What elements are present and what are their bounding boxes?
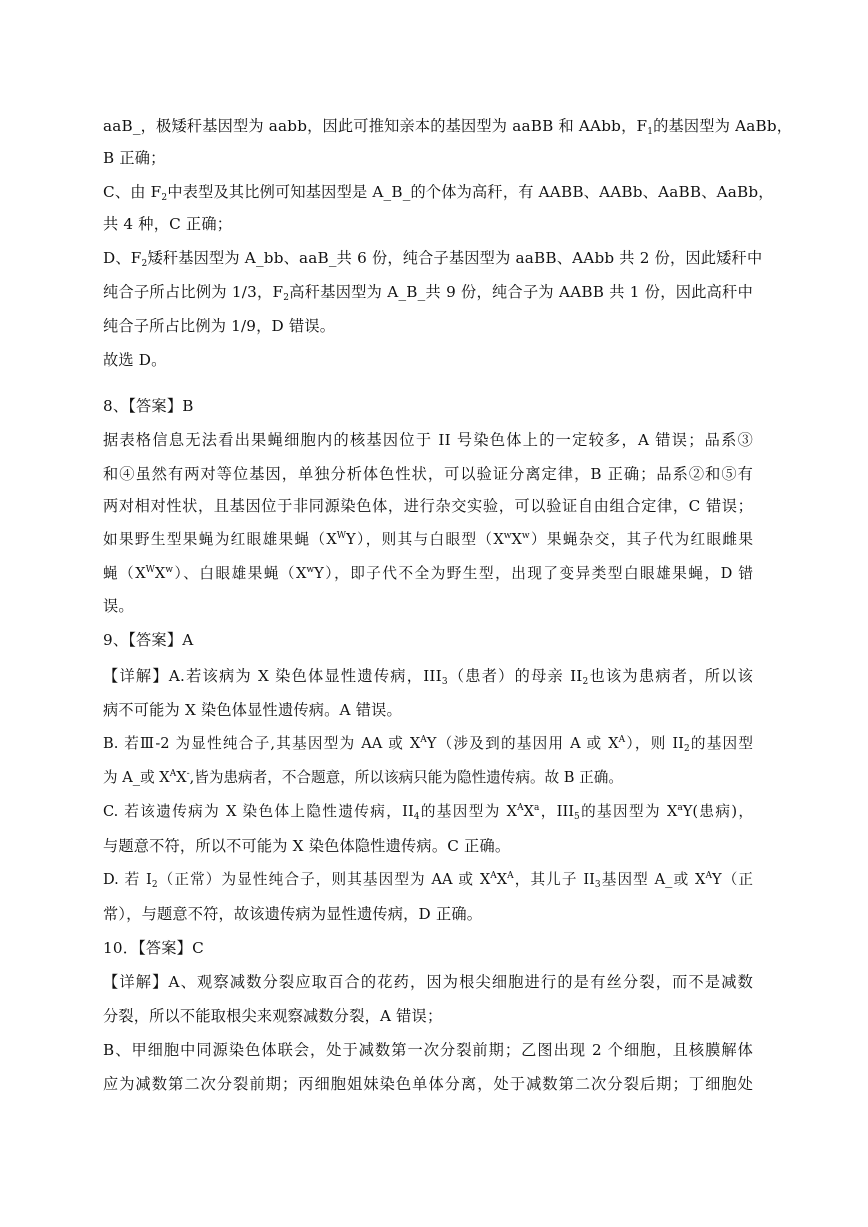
text-line: B 正确； [103,149,166,167]
text-line: 为 A_或 $X^AX^-$,皆为患病者，不合题意，所以该病只能为隐性遗传病。故 B 正确。 [103,769,623,786]
text-line: 病不可能为 X 染色体显性遗传病。A 错误。 [103,701,402,719]
text-line: B、甲细胞中同源染色体联会，处于减数第一次分裂前期；乙图出现 2 个细胞，且核膜解体 [103,1041,753,1059]
text-line: 纯合子所占比例为 1/3，$F_2$高秆基因型为 A_B_共 9 份，纯合子为 AABB 共 1 份，因此高秆中 [103,283,754,303]
text-line: 与题意不符，所以不可能为 X 染色体隐性遗传病。C 正确。 [103,837,511,855]
answer-heading-9: 9、【答案】A [103,631,194,649]
text-line: C. 若该遗传病为 X 染色体上隐性遗传病，$II_4$的基因型为 $X^AX^a$，$III_5$的基因型为 $X^aY$(患病)， [103,803,754,822]
text-line: D. 若 $I_2$（正常）为显性纯合子，则其基因型为 AA 或 $X^AX^A$，其儿子 $II_3$基因型 A_或 $X^AY$（正 [103,871,753,890]
answer-heading-8: 8、【答案】B [103,397,194,415]
text-line: 据表格信息无法看出果蝇细胞内的核基因位于 II 号染色体上的一定较多，A 错误；品系③ [103,431,753,449]
text-line: 故选 D。 [103,351,167,369]
text-line: 误。 [103,597,134,615]
text-line: 共 4 种，C 正确； [103,215,233,233]
answer-heading-10: 10．【答案】C [103,939,204,957]
text-line: D、$F_2$矮秆基因型为 A_bb、aaB_共 6 份，纯合子基因型为 aaBB、AAbb 共 2 份，因此矮秆中 [103,249,763,269]
text-line: 常），与题意不符，故该遗传病为显性遗传病，D 正确。 [103,905,483,923]
text-line: 应为减数第二次分裂前期；丙细胞姐妹染色单体分离，处于减数第二次分裂后期；丁细胞处 [103,1075,753,1093]
text-line: C、由 $F_2$中表型及其比例可知基因型是 A_B_的个体为高秆，有 AABB、AABb、AaBB、AaBb， [103,183,774,203]
text-line: 【详解】A、观察减数分裂应取百合的花药，因为根尖细胞进行的是有丝分裂，而不是减数 [103,973,753,991]
text-line: 和④虽然有两对等位基因，单独分析体色性状，可以验证分离定律，B 正确；品系②和⑤有 [103,465,753,483]
text-line: 两对相对性状，且基因位于非同源染色体，进行杂交实验，可以验证自由组合定律，C 错误； [103,497,753,515]
text-line: 纯合子所占比例为 1/9，D 错误。 [103,317,336,335]
text-line: 如果野生型果蝇为红眼雄果蝇$(X^WY)$，则其与白眼型$(X^wX^w)$果蝇杂交，其子代为红眼雌果 [103,531,753,548]
text-line: B. 若Ⅲ-2 为显性纯合子,其基因型为 AA 或 $X^AY$（涉及到的基因用 A 或 $X^A$），则 $II_2$的基因型 [103,735,753,754]
text-line: 蝇$(X^WX^w)$、白眼雄果蝇$(X^wY)$，即子代不全为野生型，出现了变异类型白眼雄果蝇，D 错 [103,565,754,582]
text-line: 【详解】A.若该病为 X 染色体显性遗传病，$III_3$（患者）的母亲 $II_2$也该为患病者，所以该 [103,667,754,687]
text-line: aaB_，极矮秆基因型为 aabb，因此可推知亲本的基因型为 aaBB 和 AAbb，$F_1$的基因型为 AaBb， [103,117,793,137]
text-line: 分裂，所以不能取根尖来观察减数分裂，A 错误； [103,1007,443,1025]
